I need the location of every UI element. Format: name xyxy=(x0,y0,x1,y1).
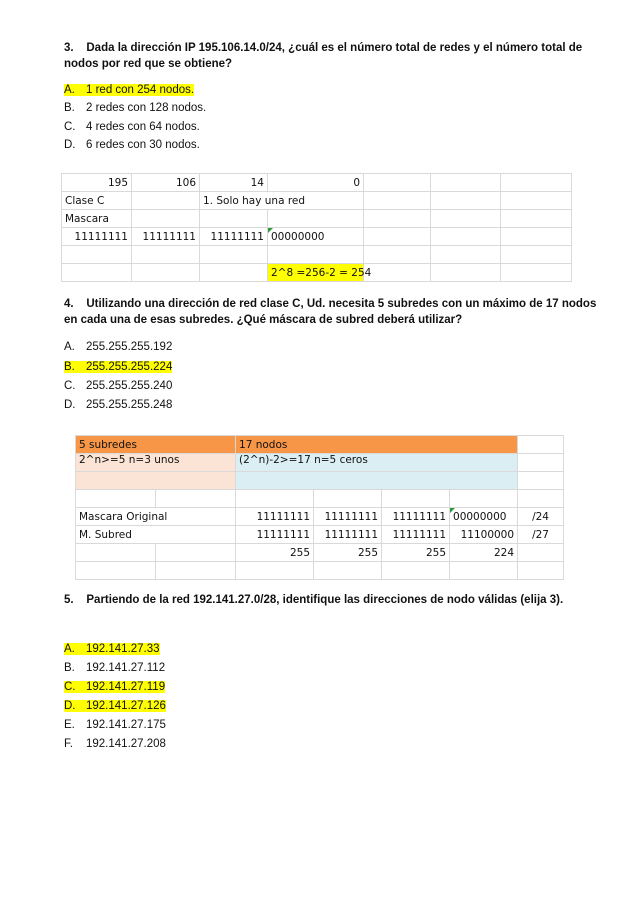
orig-bits-1: 11111111 xyxy=(236,508,314,526)
sub-bits-3: 11111111 xyxy=(382,526,450,544)
q4-option-d[interactable]: D. 255.255.255.248 xyxy=(64,399,173,411)
q5-option-f[interactable]: F. 192.141.27.208 xyxy=(64,738,166,750)
nodes-formula: (2^n)-2>=17 n=5 ceros xyxy=(236,454,518,472)
q5-option-e[interactable]: E. 192.141.27.175 xyxy=(64,719,166,731)
nodes-header: 17 nodos xyxy=(236,436,518,454)
question-3 xyxy=(64,40,604,72)
orig-bits-3: 11111111 xyxy=(382,508,450,526)
question-4-number: 4. xyxy=(64,298,74,310)
question-4-text: Utilizando una dirección de red clase C, Ud. necesita 5 subredes con un máximo de 17 nodos en cada una de esas subredes. ¿Qué máscara de subred deberá utilizar? xyxy=(64,298,597,326)
q5-option-c-text: 192.141.27.119 xyxy=(86,681,166,693)
q5-option-a[interactable]: A. 192.141.27.33 xyxy=(64,643,160,655)
q5-option-c[interactable]: C. 192.141.27.119 xyxy=(64,681,166,693)
decimal-4: 224 xyxy=(450,544,518,562)
q3-option-d-text: 6 redes con 30 nodos. xyxy=(86,139,200,151)
decimal-1: 255 xyxy=(236,544,314,562)
q4-option-c[interactable]: C. 255.255.255.240 xyxy=(64,380,173,392)
mask-bits-4: 00000000 xyxy=(268,228,364,246)
octet-1: 195 xyxy=(62,174,132,192)
sub-bits-1: 11111111 xyxy=(236,526,314,544)
q3-spreadsheet xyxy=(61,173,572,282)
q5-option-b[interactable]: B. 192.141.27.112 xyxy=(64,662,166,674)
mask-bits-3: 11111111 xyxy=(200,228,268,246)
q5-option-d-text: 192.141.27.126 xyxy=(86,700,166,712)
question-5-number: 5. xyxy=(64,594,74,606)
q3-option-c[interactable]: C. 4 redes con 64 nodos. xyxy=(64,121,200,133)
host-formula: 2^8 =256-2 = 254 xyxy=(268,264,364,282)
orig-prefix: /24 xyxy=(518,508,564,526)
original-mask-label: Mascara Original xyxy=(76,508,236,526)
question-3-number: 3. xyxy=(64,42,74,54)
orig-bits-2: 11111111 xyxy=(314,508,382,526)
q4-option-c-text: 255.255.255.240 xyxy=(86,380,173,392)
mascara-label: Mascara xyxy=(62,210,132,228)
q5-option-f-text: 192.141.27.208 xyxy=(86,738,166,750)
decimal-2: 255 xyxy=(314,544,382,562)
sub-bits-4: 11100000 xyxy=(450,526,518,544)
sub-bits-2: 11111111 xyxy=(314,526,382,544)
q3-option-d[interactable]: D. 6 redes con 30 nodos. xyxy=(64,139,200,151)
q3-option-a[interactable]: A. 1 red con 254 nodos. xyxy=(64,84,195,96)
q4-option-a[interactable]: A. 255.255.255.192 xyxy=(64,341,173,353)
q3-option-a-text: 1 red con 254 nodos. xyxy=(86,84,195,96)
q5-option-d[interactable]: D. 192.141.27.126 xyxy=(64,700,166,712)
mask-bits-1: 11111111 xyxy=(62,228,132,246)
clase-label: Clase C xyxy=(62,192,132,210)
octet-4: 0 xyxy=(268,174,364,192)
subnets-formula: 2^n>=5 n=3 unos xyxy=(76,454,236,472)
mask-bits-2: 11111111 xyxy=(132,228,200,246)
q3-option-b-text: 2 redes con 128 nodos. xyxy=(86,102,207,114)
q4-option-a-text: 255.255.255.192 xyxy=(86,341,173,353)
one-network-note: 1. Solo hay una red xyxy=(200,192,364,210)
q5-option-a-text: 192.141.27.33 xyxy=(86,643,160,655)
q5-option-b-text: 192.141.27.112 xyxy=(86,662,166,674)
q5-option-e-text: 192.141.27.175 xyxy=(86,719,166,731)
q4-spreadsheet xyxy=(75,435,564,580)
q4-option-d-text: 255.255.255.248 xyxy=(86,399,173,411)
sub-prefix: /27 xyxy=(518,526,564,544)
question-5-text: Partiendo de la red 192.141.27.0/28, identifique las direcciones de nodo válidas (elija 3). xyxy=(86,594,564,606)
q4-option-b[interactable]: B. 255.255.255.224 xyxy=(64,361,173,373)
subnets-header: 5 subredes xyxy=(76,436,236,454)
question-3-text: Dada la dirección IP 195.106.14.0/24, ¿cuál es el número total de redes y el número total de nodos por red que se obtiene? xyxy=(64,42,583,70)
octet-2: 106 xyxy=(132,174,200,192)
octet-3: 14 xyxy=(200,174,268,192)
question-5 xyxy=(64,592,604,608)
question-4 xyxy=(64,296,604,328)
subnet-mask-label: M. Subred xyxy=(76,526,236,544)
orig-bits-4: 00000000 xyxy=(450,508,518,526)
q3-option-b[interactable]: B. 2 redes con 128 nodos. xyxy=(64,102,207,114)
q3-option-c-text: 4 redes con 64 nodos. xyxy=(86,121,200,133)
q4-option-b-text: 255.255.255.224 xyxy=(86,361,173,373)
decimal-3: 255 xyxy=(382,544,450,562)
